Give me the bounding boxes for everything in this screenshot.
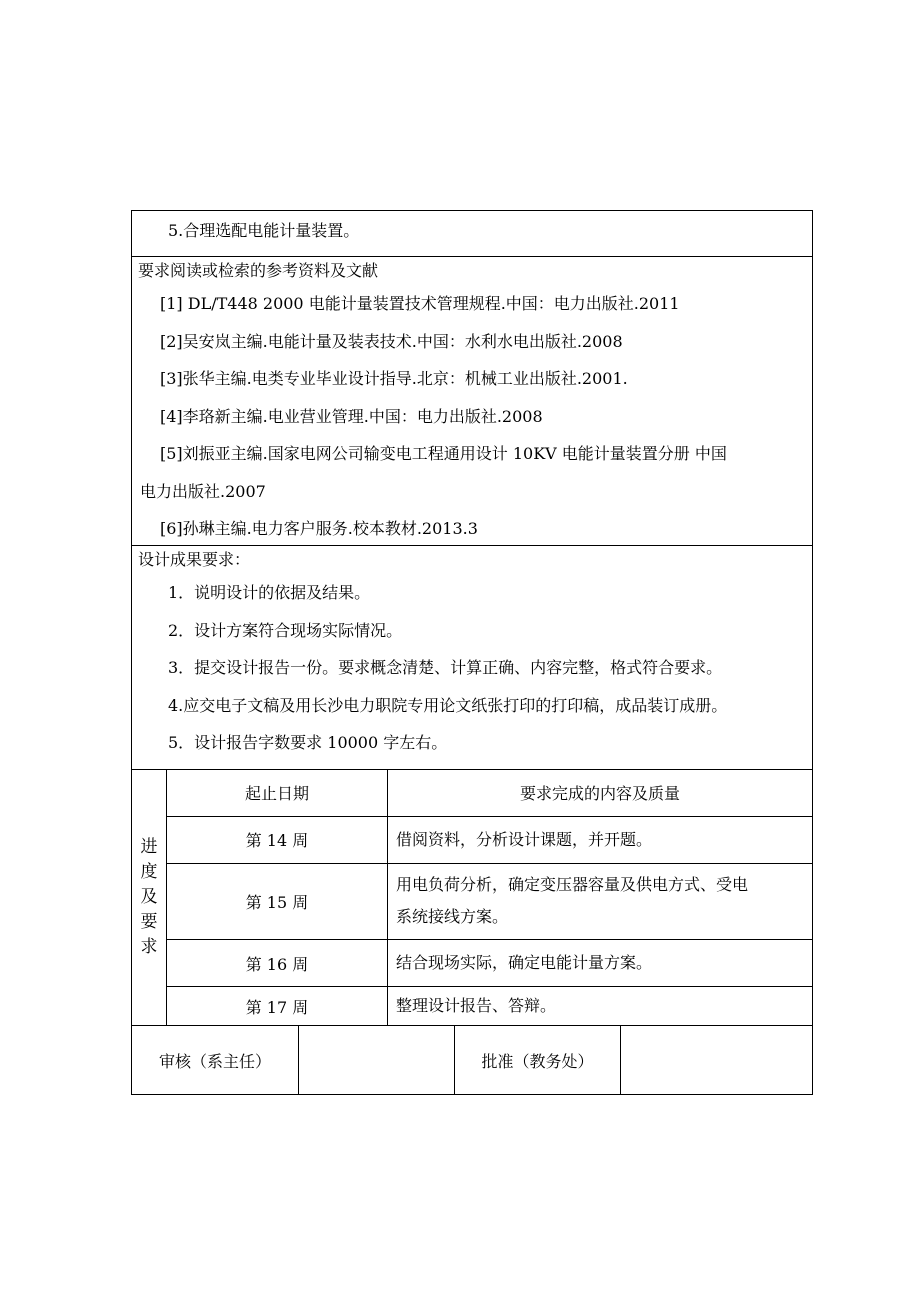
reference-item-continuation: 电力出版社.2007 bbox=[140, 481, 266, 501]
reference-item: [2]吴安岚主编.电能计量及装表技术.中国：水利水电出版社.2008 bbox=[160, 331, 623, 351]
design-content-row bbox=[132, 211, 812, 257]
schedule-content bbox=[388, 817, 812, 863]
schedule-content bbox=[388, 940, 812, 986]
progress-label bbox=[132, 770, 167, 1025]
progress-label-char: 度 bbox=[140, 862, 158, 882]
result-item: 5．设计报告字数要求 10000 字左右。 bbox=[168, 733, 448, 752]
schedule-week: 第 17 周 bbox=[167, 987, 388, 1025]
schedule-content-line: 系统接线方案。 bbox=[396, 907, 509, 927]
schedule-content bbox=[388, 987, 812, 1025]
schedule-content-line: 结合现场实际，确定电能计量方案。 bbox=[396, 953, 653, 973]
date-column-header: 起止日期 bbox=[167, 770, 388, 816]
schedule-table bbox=[167, 770, 812, 1025]
signoff-row bbox=[132, 1026, 812, 1094]
result-item: 4.应交电子文稿及用长沙电力职院专用论文纸张打印的打印稿，成品装订成册。 bbox=[168, 695, 728, 715]
schedule-row bbox=[167, 940, 812, 987]
results-heading: 设计成果要求： bbox=[138, 550, 251, 569]
result-item: 2．设计方案符合现场实际情况。 bbox=[168, 620, 403, 640]
reference-item: [1] DL/T448 2000 电能计量装置技术管理规程.中国：电力出版社.2011 bbox=[160, 294, 680, 313]
review-label: 审核（系主任） bbox=[132, 1026, 299, 1094]
results-section bbox=[132, 546, 812, 770]
approve-signature-field[interactable] bbox=[621, 1026, 812, 1094]
reference-item: [3]张华主编.电类专业毕业设计指导.北京：机械工业出版社.2001. bbox=[160, 369, 628, 388]
approve-label: 批准（教务处） bbox=[455, 1026, 621, 1094]
schedule-content-line: 用电负荷分析，确定变压器容量及供电方式、受电 bbox=[396, 875, 749, 895]
schedule-row bbox=[167, 864, 812, 941]
progress-section bbox=[132, 770, 812, 1026]
progress-label-char: 求 bbox=[140, 937, 158, 957]
content-column-header: 要求完成的内容及质量 bbox=[519, 784, 680, 804]
schedule-week: 第 16 周 bbox=[167, 940, 388, 986]
schedule-week: 第 14 周 bbox=[167, 817, 388, 863]
schedule-header-row bbox=[167, 770, 812, 817]
reference-item: [6]孙琳主编.电力客户服务.校本教材.2013.3 bbox=[160, 519, 478, 538]
schedule-content bbox=[388, 864, 812, 940]
result-item: 1．说明设计的依据及结果。 bbox=[168, 583, 371, 602]
schedule-content-line: 借阅资料，分析设计课题，并开题。 bbox=[396, 829, 653, 849]
schedule-row bbox=[167, 987, 812, 1025]
schedule-content-line: 整理设计报告、答辩。 bbox=[396, 996, 557, 1016]
schedule-week: 第 15 周 bbox=[167, 864, 388, 940]
progress-label-char: 及 bbox=[140, 887, 158, 907]
schedule-row bbox=[167, 817, 812, 864]
review-signature-field[interactable] bbox=[299, 1026, 455, 1094]
reference-item: [5]刘振亚主编.国家电网公司输变电工程通用设计 10KV 电能计量装置分册 中国 bbox=[160, 444, 727, 463]
progress-label-char: 进 bbox=[140, 837, 158, 857]
references-section bbox=[132, 257, 812, 546]
task-form-table bbox=[131, 210, 813, 1095]
design-item-5: 5.合理选配电能计量装置。 bbox=[168, 221, 360, 240]
references-heading: 要求阅读或检索的参考资料及文献 bbox=[138, 261, 379, 280]
reference-item: [4]李珞新主编.电业营业管理.中国：电力出版社.2008 bbox=[160, 406, 543, 426]
result-item: 3．提交设计报告一份。要求概念清楚、计算正确、内容完整，格式符合要求。 bbox=[168, 658, 723, 677]
progress-label-char: 要 bbox=[140, 912, 158, 932]
